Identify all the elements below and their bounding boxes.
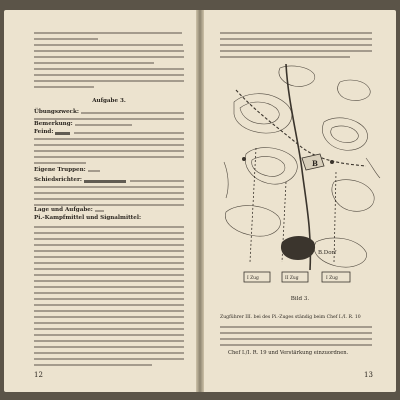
left-heading-4: Eigene Truppen: — [34, 167, 86, 173]
position-marker — [330, 160, 334, 164]
village-block — [281, 236, 315, 260]
map-label-unit-3: I Zug — [326, 276, 338, 281]
terrain-map — [216, 62, 384, 290]
map-label-unit-1: I Zug — [247, 276, 259, 281]
book-gutter — [196, 10, 204, 392]
map-label-b: B — [312, 159, 318, 168]
path-line — [236, 90, 366, 166]
section-heading: Aufgabe 3. — [92, 98, 126, 104]
left-heading-7: Lage und Aufgabe: — [34, 207, 93, 213]
footer-line-2: Chef I./I. R. 19 und Verstärkung einzuordnen. — [228, 350, 349, 356]
position-marker — [242, 157, 246, 161]
footer-line-1: Zugführer III. bei des Pi.-Zuges ständig beim Chef I./I. R. 10 — [220, 315, 361, 320]
left-heading-6: Pi.-Kampfmittel und Signalmittel: — [34, 215, 142, 221]
map-label-unit-2: II Zug — [285, 276, 299, 281]
left-heading-2: Übungszweck: — [34, 109, 79, 115]
map-label-village: B.Dorf — [318, 250, 337, 256]
left-heading-1: Bemerkung: — [34, 121, 73, 127]
map-caption: Bild 3. — [290, 296, 310, 302]
page-number-right: 13 — [364, 371, 373, 379]
left-heading-5: Schiedsrichter: — [34, 177, 82, 183]
left-heading-3: Feind: — [34, 129, 54, 135]
page-number-left: 12 — [34, 371, 43, 379]
